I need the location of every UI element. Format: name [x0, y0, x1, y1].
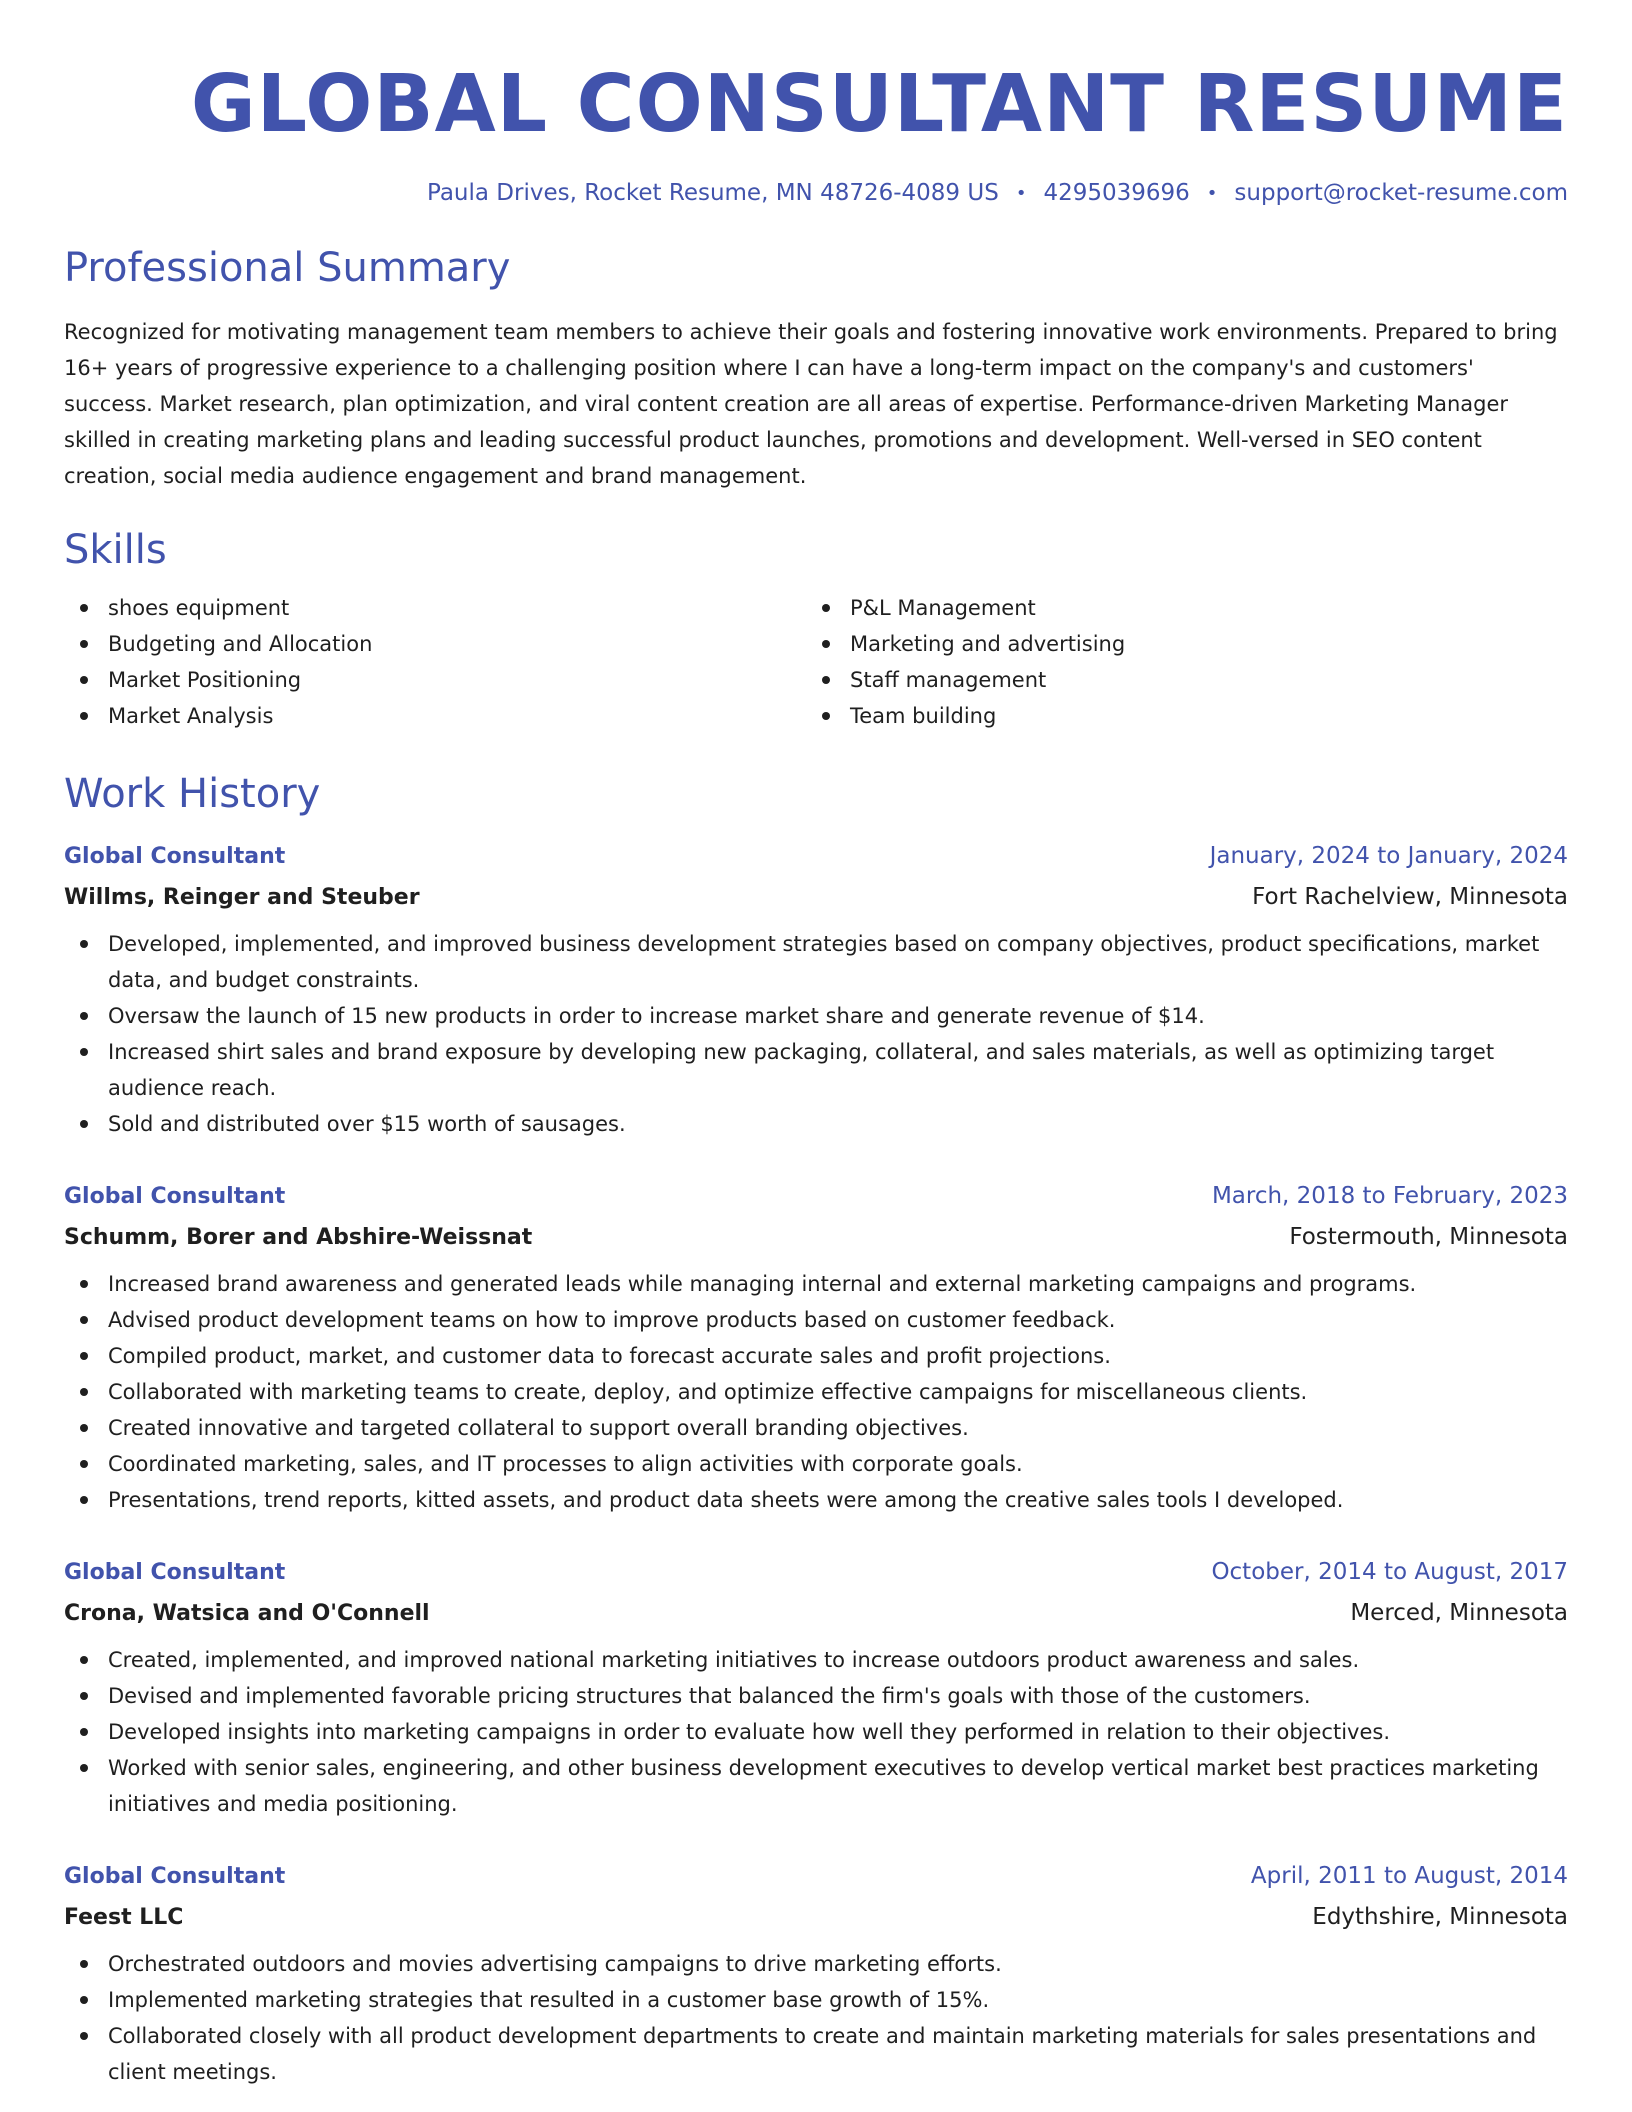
summary-heading: Professional Summary — [64, 245, 511, 291]
job-bullet: Created, implemented, and improved national marketing initiatives to increase outdoors product awareness and sales. — [64, 1642, 1568, 1678]
contact-separator: • — [1015, 182, 1027, 204]
resume-header — [64, 0, 1568, 206]
contact-address: Paula Drives, Rocket Resume, MN 48726-4089 US — [427, 180, 999, 206]
work-history-section — [64, 768, 1568, 2090]
skill-item: Budgeting and Allocation — [64, 626, 806, 662]
job-bullet: Advised product development teams on how to improve products based on customer feedback. — [64, 1302, 1568, 1338]
job-bullet: Implemented marketing strategies that resulted in a customer base growth of 15%. — [64, 1982, 1568, 2018]
job-location: Edythshire, Minnesota — [1312, 1904, 1568, 1930]
job-bullet: Developed, implemented, and improved business development strategies based on company objectives, product specifications, market data, and budget constraints. — [64, 926, 1568, 998]
job-bullet: Collaborated with marketing teams to create, deploy, and optimize effective campaigns for miscellaneous clients. — [64, 1374, 1568, 1410]
skill-item: P&L Management — [806, 590, 1548, 626]
job-entry — [64, 1856, 1568, 2090]
job-location: Fostermouth, Minnesota — [1289, 1224, 1568, 1250]
job-entry — [64, 836, 1568, 1142]
skills-column-left — [64, 590, 806, 734]
job-dates: October, 2014 to August, 2017 — [1211, 1559, 1568, 1585]
skill-item: Staff management — [806, 662, 1548, 698]
job-entry — [64, 1552, 1568, 1822]
job-bullets — [64, 926, 1568, 1142]
job-title: Global Consultant — [64, 1184, 286, 1209]
job-bullet: Increased shirt sales and brand exposure by developing new packaging, collateral, and sales materials, as well as optimizing target audience reach. — [64, 1034, 1568, 1106]
skill-item: shoes equipment — [64, 590, 806, 626]
skills-section — [64, 524, 1568, 734]
job-bullet: Sold and distributed over $15 worth of sausages. — [64, 1106, 1568, 1142]
job-dates: January, 2024 to January, 2024 — [1209, 843, 1568, 869]
job-bullet: Devised and implemented favorable pricing structures that balanced the firm's goals with those of the customers. — [64, 1678, 1568, 1714]
job-company: Crona, Watsica and O'Connell — [64, 1601, 430, 1626]
job-bullet: Increased brand awareness and generated leads while managing internal and external marketing campaigns and programs. — [64, 1266, 1568, 1302]
job-bullet: Compiled product, market, and customer data to forecast accurate sales and profit projections. — [64, 1338, 1568, 1374]
job-bullet: Oversaw the launch of 15 new products in order to increase market share and generate revenue of $14. — [64, 998, 1568, 1034]
skill-item: Team building — [806, 698, 1548, 734]
job-dates: March, 2018 to February, 2023 — [1211, 1183, 1568, 1209]
contact-line — [64, 180, 1568, 206]
contact-email: support@rocket-resume.com — [1234, 180, 1568, 206]
job-bullet: Orchestrated outdoors and movies advertising campaigns to drive marketing efforts. — [64, 1946, 1568, 1982]
job-bullets — [64, 1266, 1568, 1518]
job-bullet: Presentations, trend reports, kitted assets, and product data sheets were among the creative sales tools I developed. — [64, 1482, 1568, 1518]
job-title: Global Consultant — [64, 1560, 286, 1585]
summary-text: Recognized for motivating management team members to achieve their goals and fostering innovative work environments. Prepared to bring 16+ years of progressive experience to a challenging position where I can have a long-term impact on the company's and customers' success. Market research, plan optimization, and viral content creation are all areas of expertise. Performance-driven Marketing Manager skilled in creating marketing plans and leading successful product launches, promotions and development. Well-versed in SEO content creation, social media audience engagement and brand management. — [64, 320, 1558, 488]
job-bullet: Worked with senior sales, engineering, and other business development executives to develop vertical market best practices marketing initiatives and media positioning. — [64, 1750, 1568, 1822]
job-bullet: Created innovative and targeted collateral to support overall branding objectives. — [64, 1410, 1568, 1446]
job-title: Global Consultant — [64, 1864, 286, 1889]
skill-item: Market Positioning — [64, 662, 806, 698]
resume-title: GLOBAL CONSULTANT RESUME — [190, 58, 1568, 150]
contact-phone: 4295039696 — [1043, 180, 1190, 206]
skills-heading: Skills — [64, 527, 167, 573]
job-location: Merced, Minnesota — [1350, 1600, 1568, 1626]
contact-separator: • — [1206, 182, 1218, 204]
job-bullet: Collaborated closely with all product development departments to create and maintain marketing materials for sales presentations and client meetings. — [64, 2018, 1568, 2090]
job-entry — [64, 1176, 1568, 1518]
job-company: Schumm, Borer and Abshire-Weissnat — [64, 1225, 533, 1250]
skill-item: Market Analysis — [64, 698, 806, 734]
job-company: Feest LLC — [64, 1905, 184, 1930]
job-title: Global Consultant — [64, 844, 286, 869]
summary-section — [64, 242, 1568, 494]
job-bullet: Developed insights into marketing campaigns in order to evaluate how well they performed in relation to their objectives. — [64, 1714, 1568, 1750]
job-company: Willms, Reinger and Steuber — [64, 885, 420, 910]
work-history-heading: Work History — [64, 771, 321, 817]
job-dates: April, 2011 to August, 2014 — [1250, 1863, 1568, 1889]
skill-item: Marketing and advertising — [806, 626, 1548, 662]
job-bullet: Coordinated marketing, sales, and IT processes to align activities with corporate goals. — [64, 1446, 1568, 1482]
job-bullets — [64, 1642, 1568, 1822]
skills-column-right — [806, 590, 1548, 734]
job-location: Fort Rachelview, Minnesota — [1252, 884, 1568, 910]
skills-columns — [64, 590, 1568, 734]
job-bullets — [64, 1946, 1568, 2090]
